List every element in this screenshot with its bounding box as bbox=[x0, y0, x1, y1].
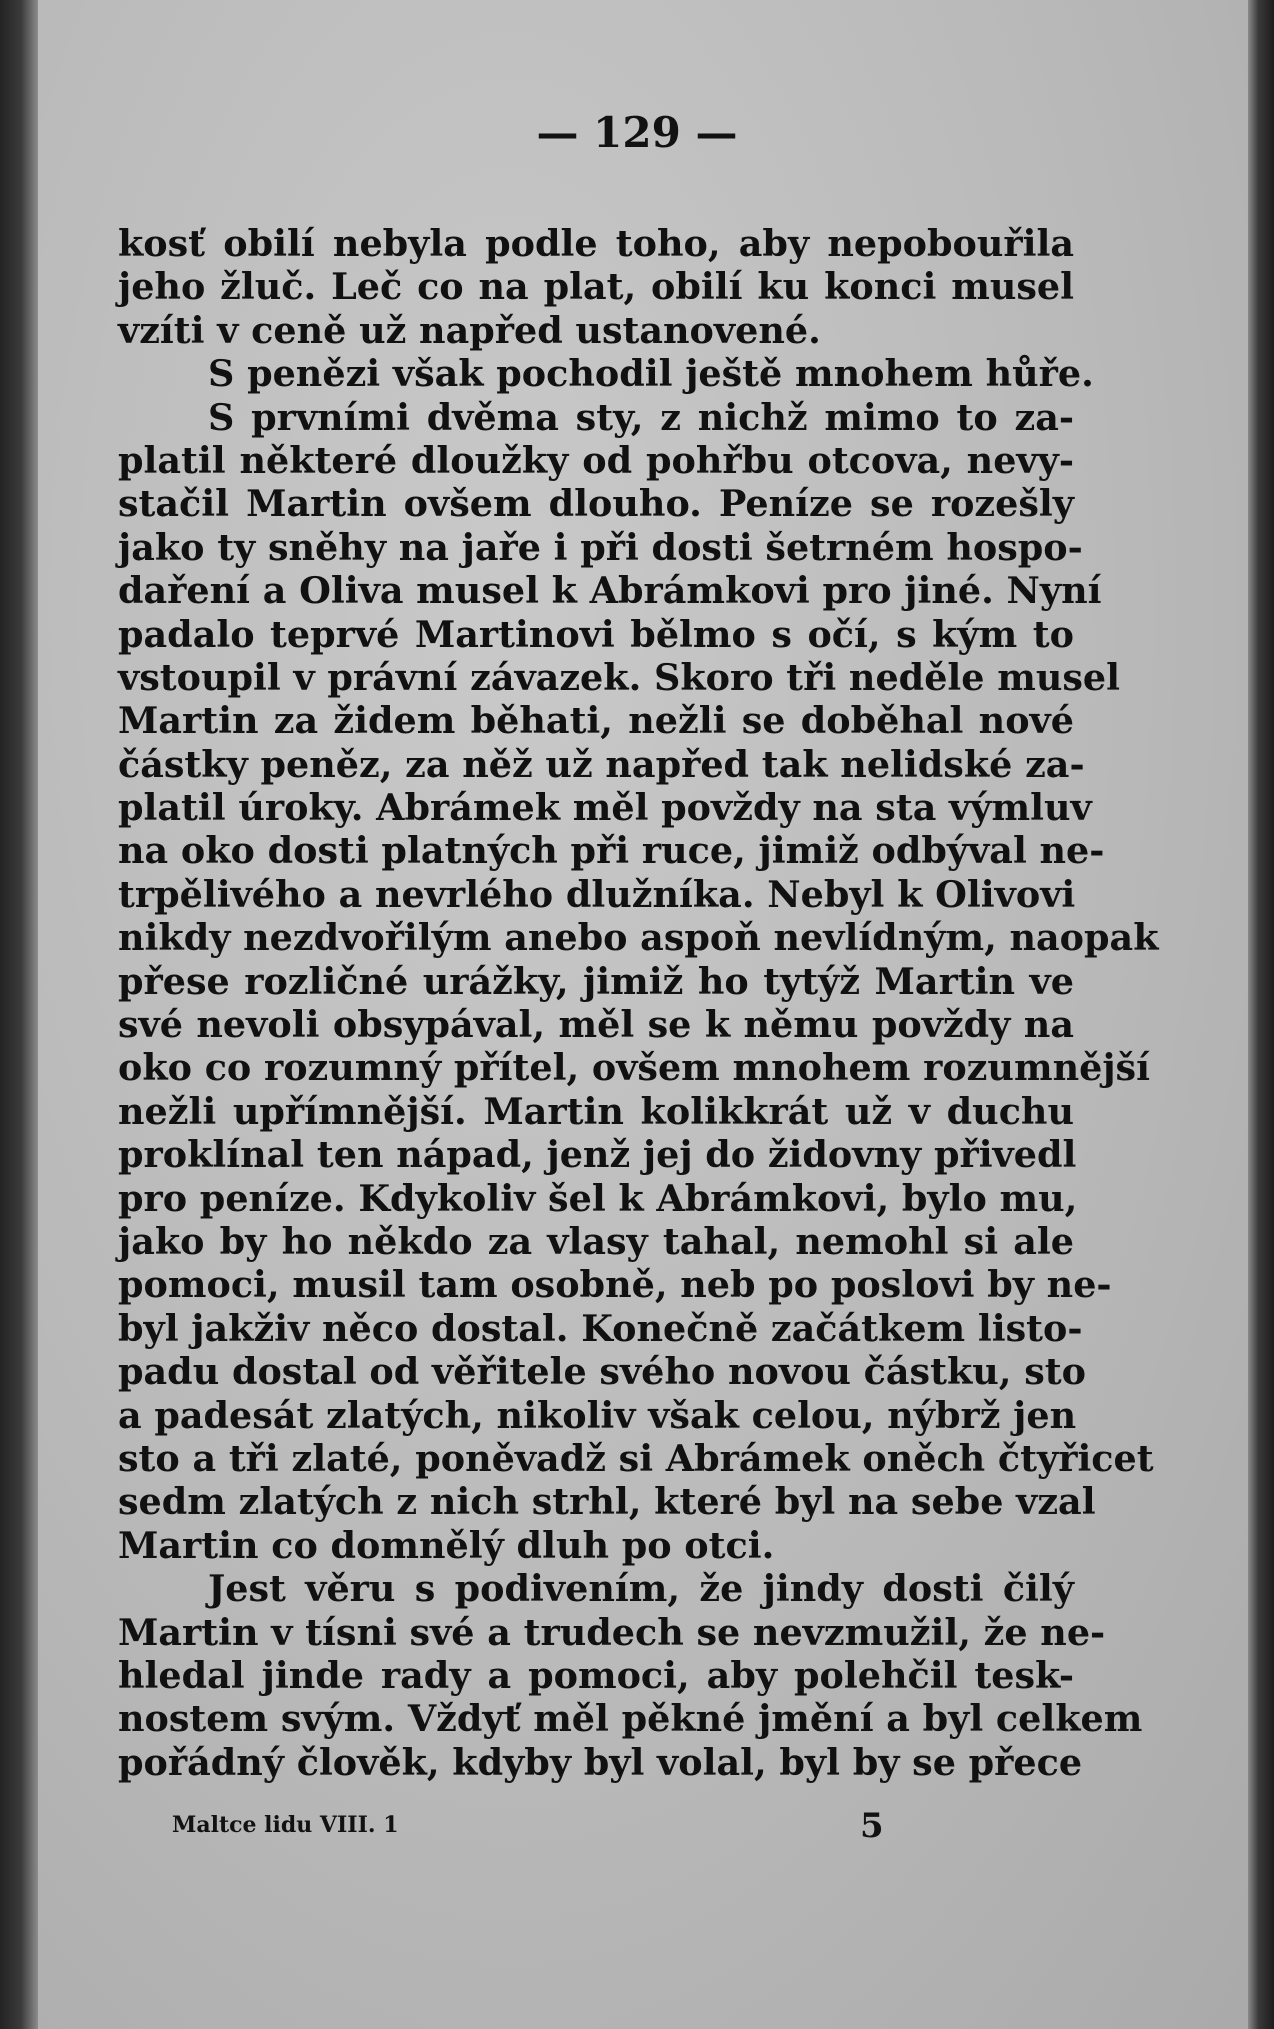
text-line: vzíti v ceně už napřed ustanovené. bbox=[118, 308, 821, 352]
text-line: Martin co domnělý dluh po otci. bbox=[118, 1523, 775, 1567]
text-line: a padesát zlatých, nikoliv však celou, nýbrž jen bbox=[118, 1393, 1077, 1437]
page-number: — 129 — bbox=[536, 108, 738, 157]
text-line: padu dostal od věřitele svého novou částku, sto bbox=[118, 1350, 1086, 1394]
printer-signature: Maltce lidu VIII. 1 bbox=[172, 1812, 399, 1838]
text-line: platil úroky. Abrámek měl povždy na sta výmluv bbox=[118, 786, 1092, 830]
text-line: jako ty sněhy na jaře i při dosti šetrném hospo- bbox=[118, 525, 1083, 569]
text-line: S penězi však pochodil ještě mnohem hůře. bbox=[208, 352, 1094, 396]
text-line: Jest věru s podivením, že jindy dosti čilý bbox=[208, 1567, 1074, 1611]
text-line: daření a Oliva musel k Abrámkovi pro jiné. Nyní bbox=[118, 569, 1102, 613]
text-line: sto a tři zlaté, poněvadž si Abrámek oněch čtyřicet bbox=[118, 1436, 1154, 1480]
sheet-number: 5 bbox=[860, 1806, 884, 1846]
text-line: proklínal ten nápad, jenž jej do židovny přivedl bbox=[118, 1133, 1077, 1177]
text-line: částky peněz, za něž už napřed tak nelidské za- bbox=[118, 742, 1085, 786]
text-line: Martin v tísni své a trudech se nevzmužil, že ne- bbox=[118, 1610, 1106, 1654]
text-line: nostem svým. Vždyť měl pěkné jmění a byl celkem bbox=[118, 1697, 1143, 1741]
text-line: oko co rozumný přítel, ovšem mnohem rozumnější bbox=[118, 1046, 1150, 1090]
text-line: pro peníze. Kdykoliv šel k Abrámkovi, bylo mu, bbox=[118, 1176, 1078, 1220]
text-line: kosť obilí nebyla podle toho, aby nepobouřila bbox=[118, 222, 1074, 265]
text-line: S prvními dvěma sty, z nichž mimo to za- bbox=[208, 395, 1074, 439]
text-line: na oko dosti platných při ruce, jimiž odbýval ne- bbox=[118, 829, 1105, 873]
text-line: přese rozličné urážky, jimiž ho tytýž Martin ve bbox=[118, 959, 1074, 1003]
text-line: pořádný člověk, kdyby byl volal, byl by se přece bbox=[118, 1740, 1083, 1784]
text-line: platil některé dloužky od pohřbu otcova, nevy- bbox=[118, 438, 1074, 482]
text-line: sedm zlatých z nich strhl, které byl na sebe vzal bbox=[118, 1480, 1096, 1524]
text-line: padalo teprvé Martinovi bělmo s očí, s kým to bbox=[118, 612, 1074, 656]
page-body bbox=[118, 222, 1159, 1784]
text-line: vstoupil v právní závazek. Skoro tři neděle musel bbox=[118, 655, 1121, 699]
text-line: byl jakživ něco dostal. Konečně začátkem listo- bbox=[118, 1306, 1083, 1350]
text-line: hledal jinde rady a pomoci, aby polehčil tesk- bbox=[118, 1653, 1074, 1697]
text-line: jako by ho někdo za vlasy tahal, nemohl si ale bbox=[118, 1219, 1074, 1263]
text-line: jeho žluč. Leč co na plat, obilí ku konci musel bbox=[118, 265, 1074, 309]
text-line: své nevoli obsypával, měl se k němu povždy na bbox=[118, 1003, 1074, 1047]
text-line: Martin za židem běhati, nežli se doběhal nové bbox=[118, 699, 1074, 743]
page-edge-right bbox=[1248, 0, 1274, 2029]
text-line: stačil Martin ovšem dlouho. Peníze se rozešly bbox=[118, 482, 1074, 526]
page-edge-left bbox=[0, 0, 38, 2029]
text-line: nežli upřímnější. Martin kolikkrát už v duchu bbox=[118, 1089, 1074, 1133]
text-line: trpělivého a nevrlého dlužníka. Nebyl k Olivovi bbox=[118, 872, 1076, 916]
text-line: nikdy nezdvořilým anebo aspoň nevlídným, naopak bbox=[118, 916, 1159, 960]
text-line: pomoci, musil tam osobně, neb po poslovi by ne- bbox=[118, 1263, 1112, 1307]
